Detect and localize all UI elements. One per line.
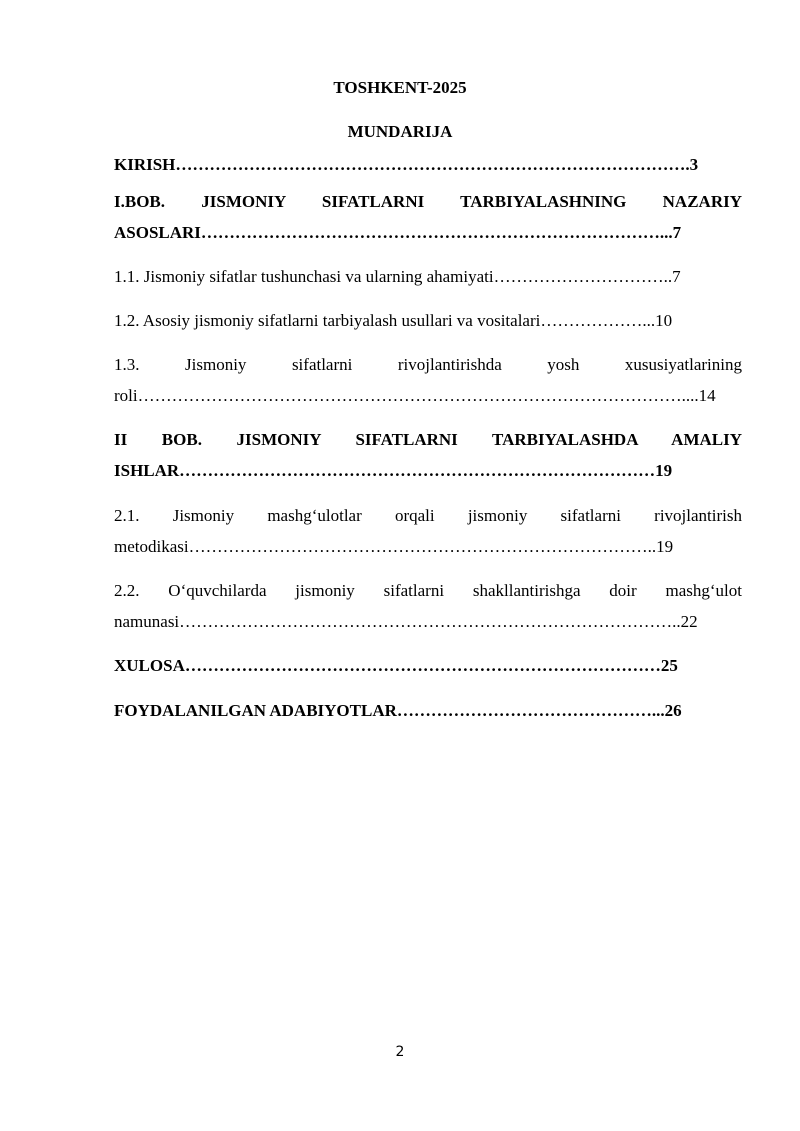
- toc-entry-text: 1.2. Asosiy jismoniy sifatlarni tarbiyalash usullari va vositalari………………...10: [114, 311, 673, 330]
- toc-entry-text-line1: 1.3. Jismoniy sifatlarni rivojlantirishda yosh xususiyatlarining: [114, 355, 742, 374]
- toc-entry-kirish[interactable]: [114, 149, 742, 180]
- toc-entry-text-line2: metodikasi………………………………………………………………………..19: [114, 537, 674, 556]
- toc-entry-text: KIRISH……………………………………………………………………………….3: [114, 155, 699, 174]
- toc-entry-1-1[interactable]: [114, 261, 742, 292]
- toc-entry-2-2[interactable]: [114, 575, 742, 637]
- toc-entry-bob2[interactable]: [114, 424, 742, 486]
- page-number: 2: [395, 1044, 405, 1060]
- toc-entry-text: 1.1. Jismoniy sifatlar tushunchasi va ularning ahamiyati…………………………..7: [114, 267, 681, 286]
- toc-entry-text-line2: roli……………………………………………………………………………………....14: [114, 386, 716, 405]
- toc-entry-text-line2: namunasi……………………………………………………………………………..22: [114, 612, 698, 631]
- toc-entry-text-line1: II BOB. JISMONIY SIFATLARNI TARBIYALASHDA AMALIY: [114, 430, 742, 449]
- toc-entry-text-line1: 2.1. Jismoniy mashg‘ulotlar orqali jismoniy sifatlarni rivojlantirish: [114, 506, 742, 525]
- toc-entry-text-line1: I.BOB. JISMONIY SIFATLARNI TARBIYALASHNING NAZARIY: [114, 192, 742, 211]
- toc-entry-2-1[interactable]: [114, 500, 742, 562]
- toc-entry-1-2[interactable]: [114, 305, 742, 336]
- toc-title: MUNDARIJA: [347, 122, 453, 141]
- toc-entry-text-line1: 2.2. O‘quvchilarda jismoniy sifatlarni shakllantirishga doir mashg‘ulot: [114, 581, 742, 600]
- toc-entry-text: FOYDALANILGAN ADABIYOTLAR………………………………………...26: [114, 701, 682, 720]
- toc-entry-bob1[interactable]: [114, 186, 742, 248]
- city-year-heading: TOSHKENT-2025: [333, 78, 467, 97]
- toc-entry-1-3[interactable]: [114, 349, 742, 411]
- toc-entry-text: XULOSA…………………………………………………………………………25: [114, 656, 678, 675]
- toc-entry-xulosa[interactable]: [114, 650, 742, 681]
- toc-entry-text-line2: ASOSLARI………………………………………………………………………...7: [114, 223, 682, 242]
- toc-entry-adabiyotlar[interactable]: [114, 695, 742, 726]
- toc-entry-text-line2: ISHLAR…………………………………………………………………………19: [114, 461, 673, 480]
